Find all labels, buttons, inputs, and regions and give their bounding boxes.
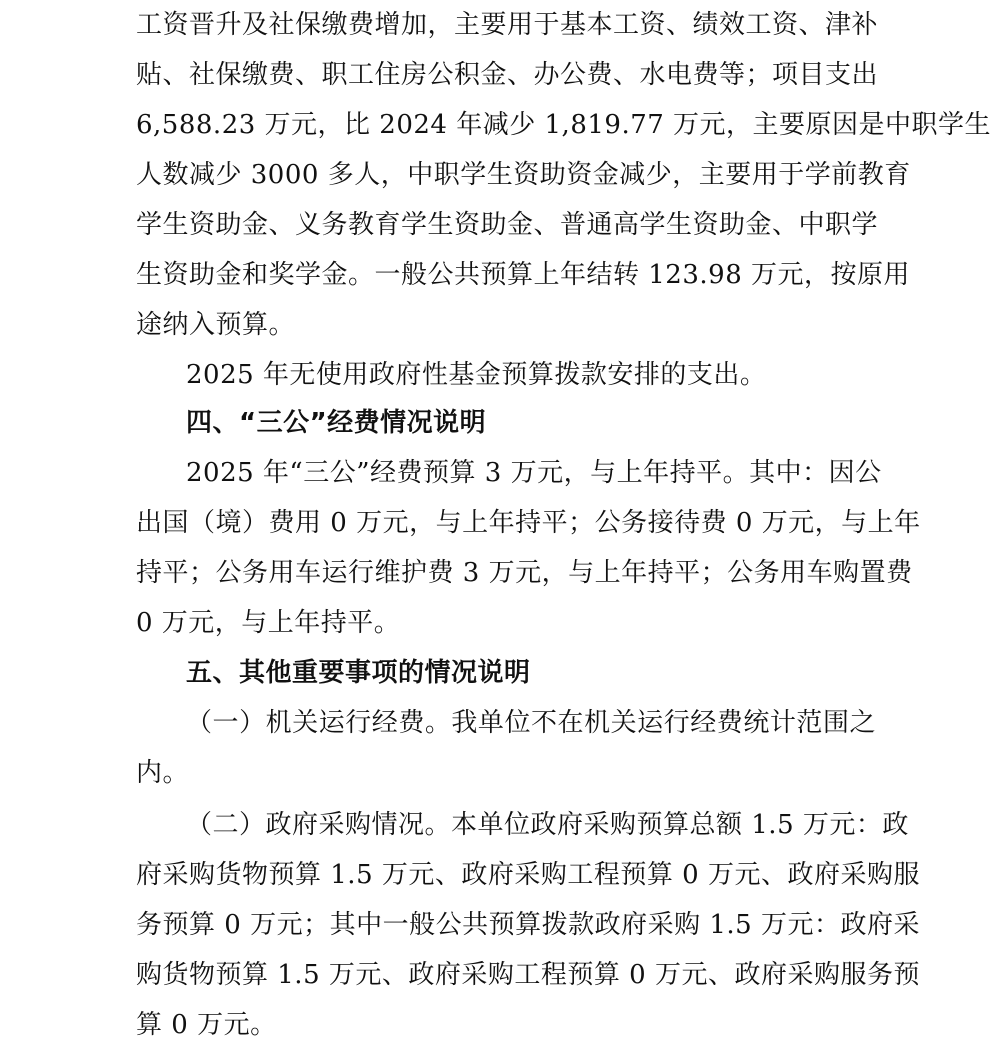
section-heading-other-matters: 五、其他重要事项的情况说明 bbox=[186, 658, 531, 688]
paragraph-caigou-line-5: 算 0 万元。 bbox=[136, 1010, 277, 1040]
paragraph-budget-line-7: 途纳入预算。 bbox=[136, 310, 296, 340]
paragraph-jiguan-line-2: 内。 bbox=[136, 758, 190, 788]
paragraph-sangong-line-2: 出国（境）费用 0 万元，与上年持平；公务接待费 0 万元，与上年 bbox=[136, 508, 921, 538]
paragraph-budget-line-4: 人数减少 3000 多人，中职学生资助资金减少，主要用于学前教育 bbox=[136, 160, 911, 190]
paragraph-caigou-line-2: 府采购货物预算 1.5 万元、政府采购工程预算 0 万元、政府采购服 bbox=[136, 860, 920, 890]
paragraph-sangong-line-3: 持平；公务用车运行维护费 3 万元，与上年持平；公务用车购置费 bbox=[136, 558, 913, 588]
paragraph-budget-line-5: 学生资助金、义务教育学生资助金、普通高学生资助金、中职学 bbox=[136, 210, 879, 240]
paragraph-caigou-line-1: （二）政府采购情况。本单位政府采购预算总额 1.5 万元：政 bbox=[186, 810, 909, 840]
paragraph-budget-line-1: 工资晋升及社保缴费增加，主要用于基本工资、绩效工资、津补 bbox=[136, 10, 879, 40]
paragraph-budget-line-6: 生资助金和奖学金。一般公共预算上年结转 123.98 万元，按原用 bbox=[136, 260, 911, 290]
paragraph-caigou-line-4: 购货物预算 1.5 万元、政府采购工程预算 0 万元、政府采购服务预 bbox=[136, 960, 920, 990]
section-heading-sangong: 四、“三公”经费情况说明 bbox=[186, 408, 487, 438]
paragraph-sangong-line-4: 0 万元，与上年持平。 bbox=[136, 608, 401, 638]
paragraph-fund-line-1: 2025 年无使用政府性基金预算拨款安排的支出。 bbox=[186, 360, 767, 390]
paragraph-budget-line-2: 贴、社保缴费、职工住房公积金、办公费、水电费等；项目支出 bbox=[136, 60, 879, 90]
paragraph-budget-line-3: 6,588.23 万元，比 2024 年减少 1,819.77 万元，主要原因是中职学生 bbox=[136, 110, 992, 140]
paragraph-caigou-line-3: 务预算 0 万元；其中一般公共预算拨款政府采购 1.5 万元：政府采 bbox=[136, 910, 920, 940]
paragraph-jiguan-line-1: （一）机关运行经费。我单位不在机关运行经费统计范围之 bbox=[186, 708, 876, 738]
paragraph-sangong-line-1: 2025 年“三公”经费预算 3 万元，与上年持平。其中：因公 bbox=[186, 458, 882, 488]
